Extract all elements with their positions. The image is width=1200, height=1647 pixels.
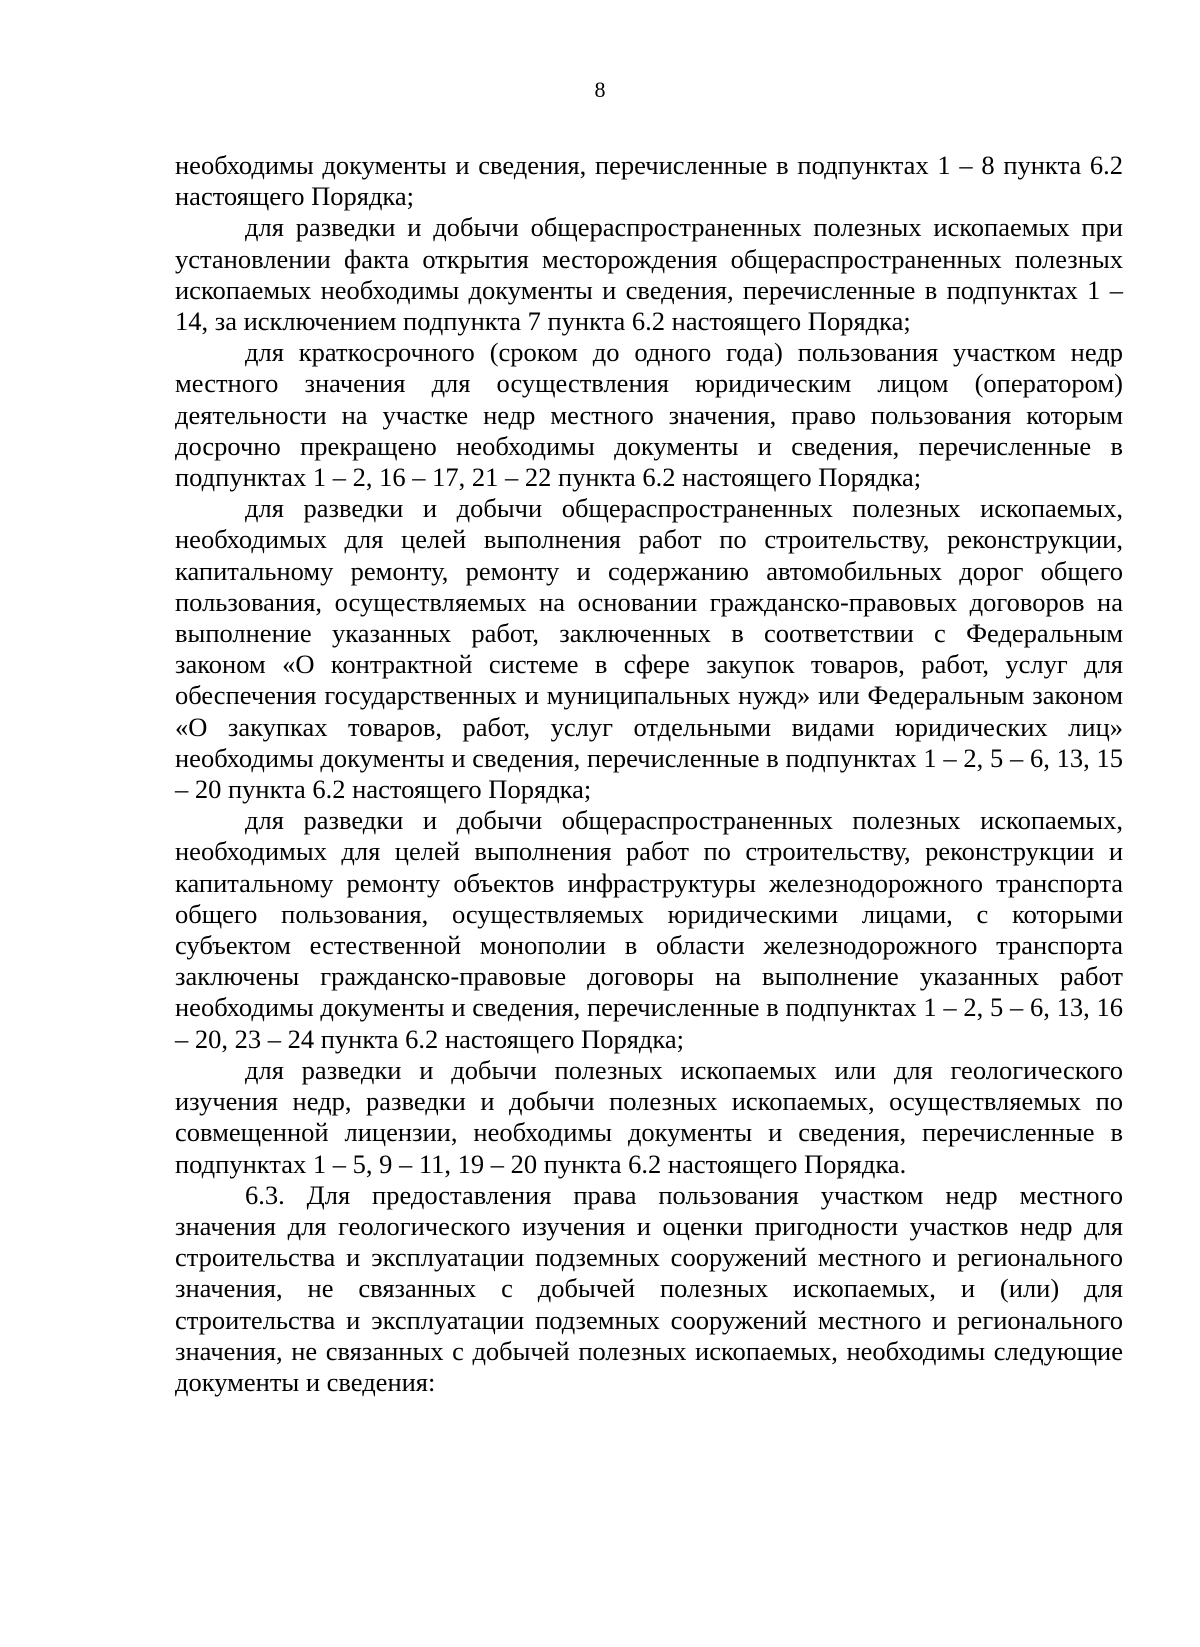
paragraph-section-6-3: 6.3. Для предоставления права пользования участком недр местного значения для геологического изучения и оценки пригодности участков недр для строительства и эксплуатации подземных сооружений местного и регионального значения, не связанных с добычей полезных ископаемых, и (или) для строительства и эксплуатации подземных сооружений местного и регионального значения, не связанных с добычей полезных ископаемых, необходимы следующие документы и сведения: — [175, 1179, 1123, 1397]
paragraph-continuation: необходимы документы и сведения, перечисленные в подпунктах 1 – 8 пункта 6.2 настоящего Порядка; — [175, 150, 1123, 212]
paragraph-common-minerals-discovery: для разведки и добычи общераспространенных полезных ископаемых при установлении факта открытия месторождения общераспространенных полезных ископаемых необходимы документы и сведения, перечисленные в подпунктах 1 – 14, за исключением подпункта 7 пункта 6.2 настоящего Порядка; — [175, 212, 1123, 337]
paragraph-short-term-use: для краткосрочного (сроком до одного года) пользования участком недр местного значения для осуществления юридическим лицом (оператором) деятельности на участке недр местного значения, право пользования которым досрочно прекращено необходимы документы и сведения, перечисленные в подпунктах 1 – 2, 16 – 17, 21 – 22 пункта 6.2 настоящего Порядка; — [175, 337, 1123, 493]
paragraph-combined-license: для разведки и добычи полезных ископаемых или для геологического изучения недр, разведки и добычи полезных ископаемых, осуществляемых по совмещенной лицензии, необходимы документы и сведения, перечисленные в подпунктах 1 – 5, 9 – 11, 19 – 20 пункта 6.2 настоящего Порядка. — [175, 1054, 1123, 1179]
paragraph-road-works: для разведки и добычи общераспространенных полезных ископаемых, необходимых для целей выполнения работ по строительству, реконструкции, капитальному ремонту, ремонту и содержанию автомобильных дорог общего пользования, осуществляемых на основании гражданско-правовых договоров на выполнение указанных работ, заключенных в соответствии с Федеральным законом «О контрактной системе в сфере закупок товаров, работ, услуг для обеспечения государственных и муниципальных нужд» или Федеральным законом «О закупках товаров, работ, услуг отдельными видами юридических лиц» необходимы документы и сведения, перечисленные в подпунктах 1 – 2, 5 – 6, 13, 15 – 20 пункта 6.2 настоящего Порядка; — [175, 493, 1123, 805]
page-number: 8 — [594, 77, 606, 102]
paragraph-railway-works: для разведки и добычи общераспространенных полезных ископаемых, необходимых для целей выполнения работ по строительству, реконструкции и капитальному ремонту объектов инфраструктуры железнодорожного транспорта общего пользования, осуществляемых юридическими лицами, с которыми субъектом естественной монополии в области железнодорожного транспорта заключены гражданско-правовые договоры на выполнение указанных работ необходимы документы и сведения, перечисленные в подпунктах 1 – 2, 5 – 6, 13, 16 – 20, 23 – 24 пункта 6.2 настоящего Порядка; — [175, 805, 1123, 1054]
document-body — [175, 150, 1123, 1398]
